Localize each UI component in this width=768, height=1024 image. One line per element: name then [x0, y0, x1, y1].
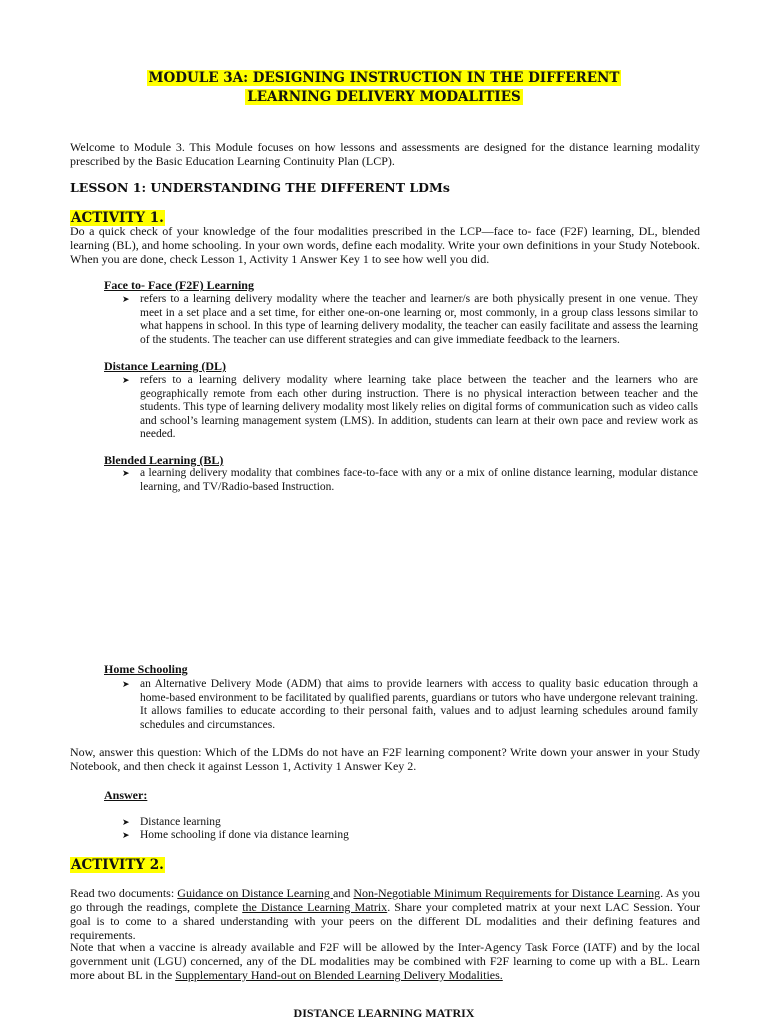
arrow-bullet-icon: ➤ [122, 294, 130, 304]
activity1-question: Now, answer this question: Which of the LDMs do not have an F2F learning component? Write down your answer in your Study Notebook, and then check it against Lesson 1, Activity 1 Answer Key 2. [70, 745, 700, 773]
arrow-bullet-icon: ➤ [122, 375, 130, 385]
activity2-paragraph-2 [70, 940, 700, 982]
modality-definition-dl [122, 374, 698, 442]
intro-paragraph: Welcome to Module 3. This Module focuses on how lessons and assessments are designed for the distance learning modality prescribed by the Basic Education Learning Continuity Plan (LCP). [70, 140, 700, 168]
link-non-negotiable-requirements[interactable]: Non-Negotiable Minimum Requirements for Distance Learning [353, 886, 661, 900]
text-run: and [332, 886, 354, 900]
modality-definition-f2f [122, 293, 698, 347]
modality-label-home-schooling: Home Schooling [104, 662, 188, 676]
activity2-heading-text: ACTIVITY 2. [71, 857, 164, 873]
activity1-heading-text: ACTIVITY 1. [71, 210, 164, 226]
module-title-line2: LEARNING DELIVERY MODALITIES [247, 89, 521, 105]
arrow-bullet-icon: ➤ [122, 468, 130, 478]
activity2-paragraph-1 [70, 886, 700, 942]
modality-definition-bl [122, 467, 698, 494]
arrow-bullet-icon: ➤ [122, 817, 130, 827]
lesson-heading: LESSON 1: UNDERSTANDING THE DIFFERENT LDMs [70, 180, 450, 195]
modality-definition-text: an Alternative Delivery Mode (ADM) that aims to provide learners with access to quality basic education through a home-based environment to be facilitated by qualified parents, guardians or tutors who have undergone relevant training. It allows families to educate according to their personal faith, values and to adjust learning schedules around family schedules and circumstances. [140, 678, 698, 731]
answer-label: Answer: [104, 788, 148, 802]
modality-definition-home-schooling [122, 678, 698, 732]
modality-label-f2f: Face to- Face (F2F) Learning [104, 278, 254, 292]
modality-label-bl: Blended Learning (BL) [104, 453, 224, 467]
activity1-instructions: Do a quick check of your knowledge of the four modalities prescribed in the LCP—face to- face (F2F) learning, DL, blended learning (BL), and home schooling. In your own words, define each modality. Write your own definitions in your Study Notebook. When you are done, check Lesson 1, Activity 1 Answer Key 1 to see how well you did. [70, 224, 700, 266]
answer-item [122, 816, 640, 830]
answer-text: Distance learning [140, 816, 221, 828]
link-guidance-distance-learning[interactable]: Guidance on Distance Learning [177, 886, 333, 900]
modality-definition-text: refers to a learning delivery modality where learning take place between the teacher and the learners who are geographically remote from each other during instruction. There is no physical interaction between teacher and the students. This type of learning delivery modality most likely relies on digital forms of communication such as video calls and school’s learning management system (LMS). In addition, students can learn at their own pace and review work as needed. [140, 374, 698, 440]
modality-definition-text: refers to a learning delivery modality where the teacher and learner/s are both physically present in one venue. They meet in a set place and a set time, for either one-on-one learning or, most commonly, in a group class lessons similar to what happens in school. In this type of learning delivery modality, the teacher can easily facilitate and assess the learning of the students. The teacher can use different strategies and can give immediate feedback to the learners. [140, 293, 698, 346]
text-run: Read two documents: [70, 886, 178, 900]
answer-item [122, 829, 640, 843]
text-run: . As you go through the readings, complete [70, 886, 701, 914]
arrow-bullet-icon: ➤ [122, 830, 130, 840]
text-run: Note that when a vaccine is already available and F2F will be allowed by the Inter-Agency Task Force (IATF) and by the local government unit (LGU) concerned, any of the DL modalities may be combined with F2F learning to come up with a BL. Learn more about BL in the [70, 940, 700, 982]
module-title-line1: MODULE 3A: DESIGNING INSTRUCTION IN THE DIFFERENT [148, 70, 620, 86]
text-run: . Share your completed matrix at your next LAC Session. Your goal is to come to a shared understanding with your peers on the different DL modalities and their defining features and requirements. [70, 900, 700, 942]
link-distance-learning-matrix[interactable]: the Distance Learning Matrix [242, 900, 388, 914]
module-title [0, 69, 768, 107]
answer-text: Home schooling if done via distance learning [140, 829, 349, 841]
arrow-bullet-icon: ➤ [122, 679, 130, 689]
modality-label-dl: Distance Learning (DL) [104, 359, 226, 373]
link-supplementary-handout-bl[interactable]: Supplementary Hand-out on Blended Learning Delivery Modalities. [175, 968, 503, 982]
matrix-heading: DISTANCE LEARNING MATRIX [293, 1006, 475, 1020]
activity2-heading [70, 857, 165, 873]
modality-definition-text: a learning delivery modality that combines face-to-face with any or a mix of online distance learning, modular distance learning, and TV/Radio-based Instruction. [140, 467, 698, 493]
